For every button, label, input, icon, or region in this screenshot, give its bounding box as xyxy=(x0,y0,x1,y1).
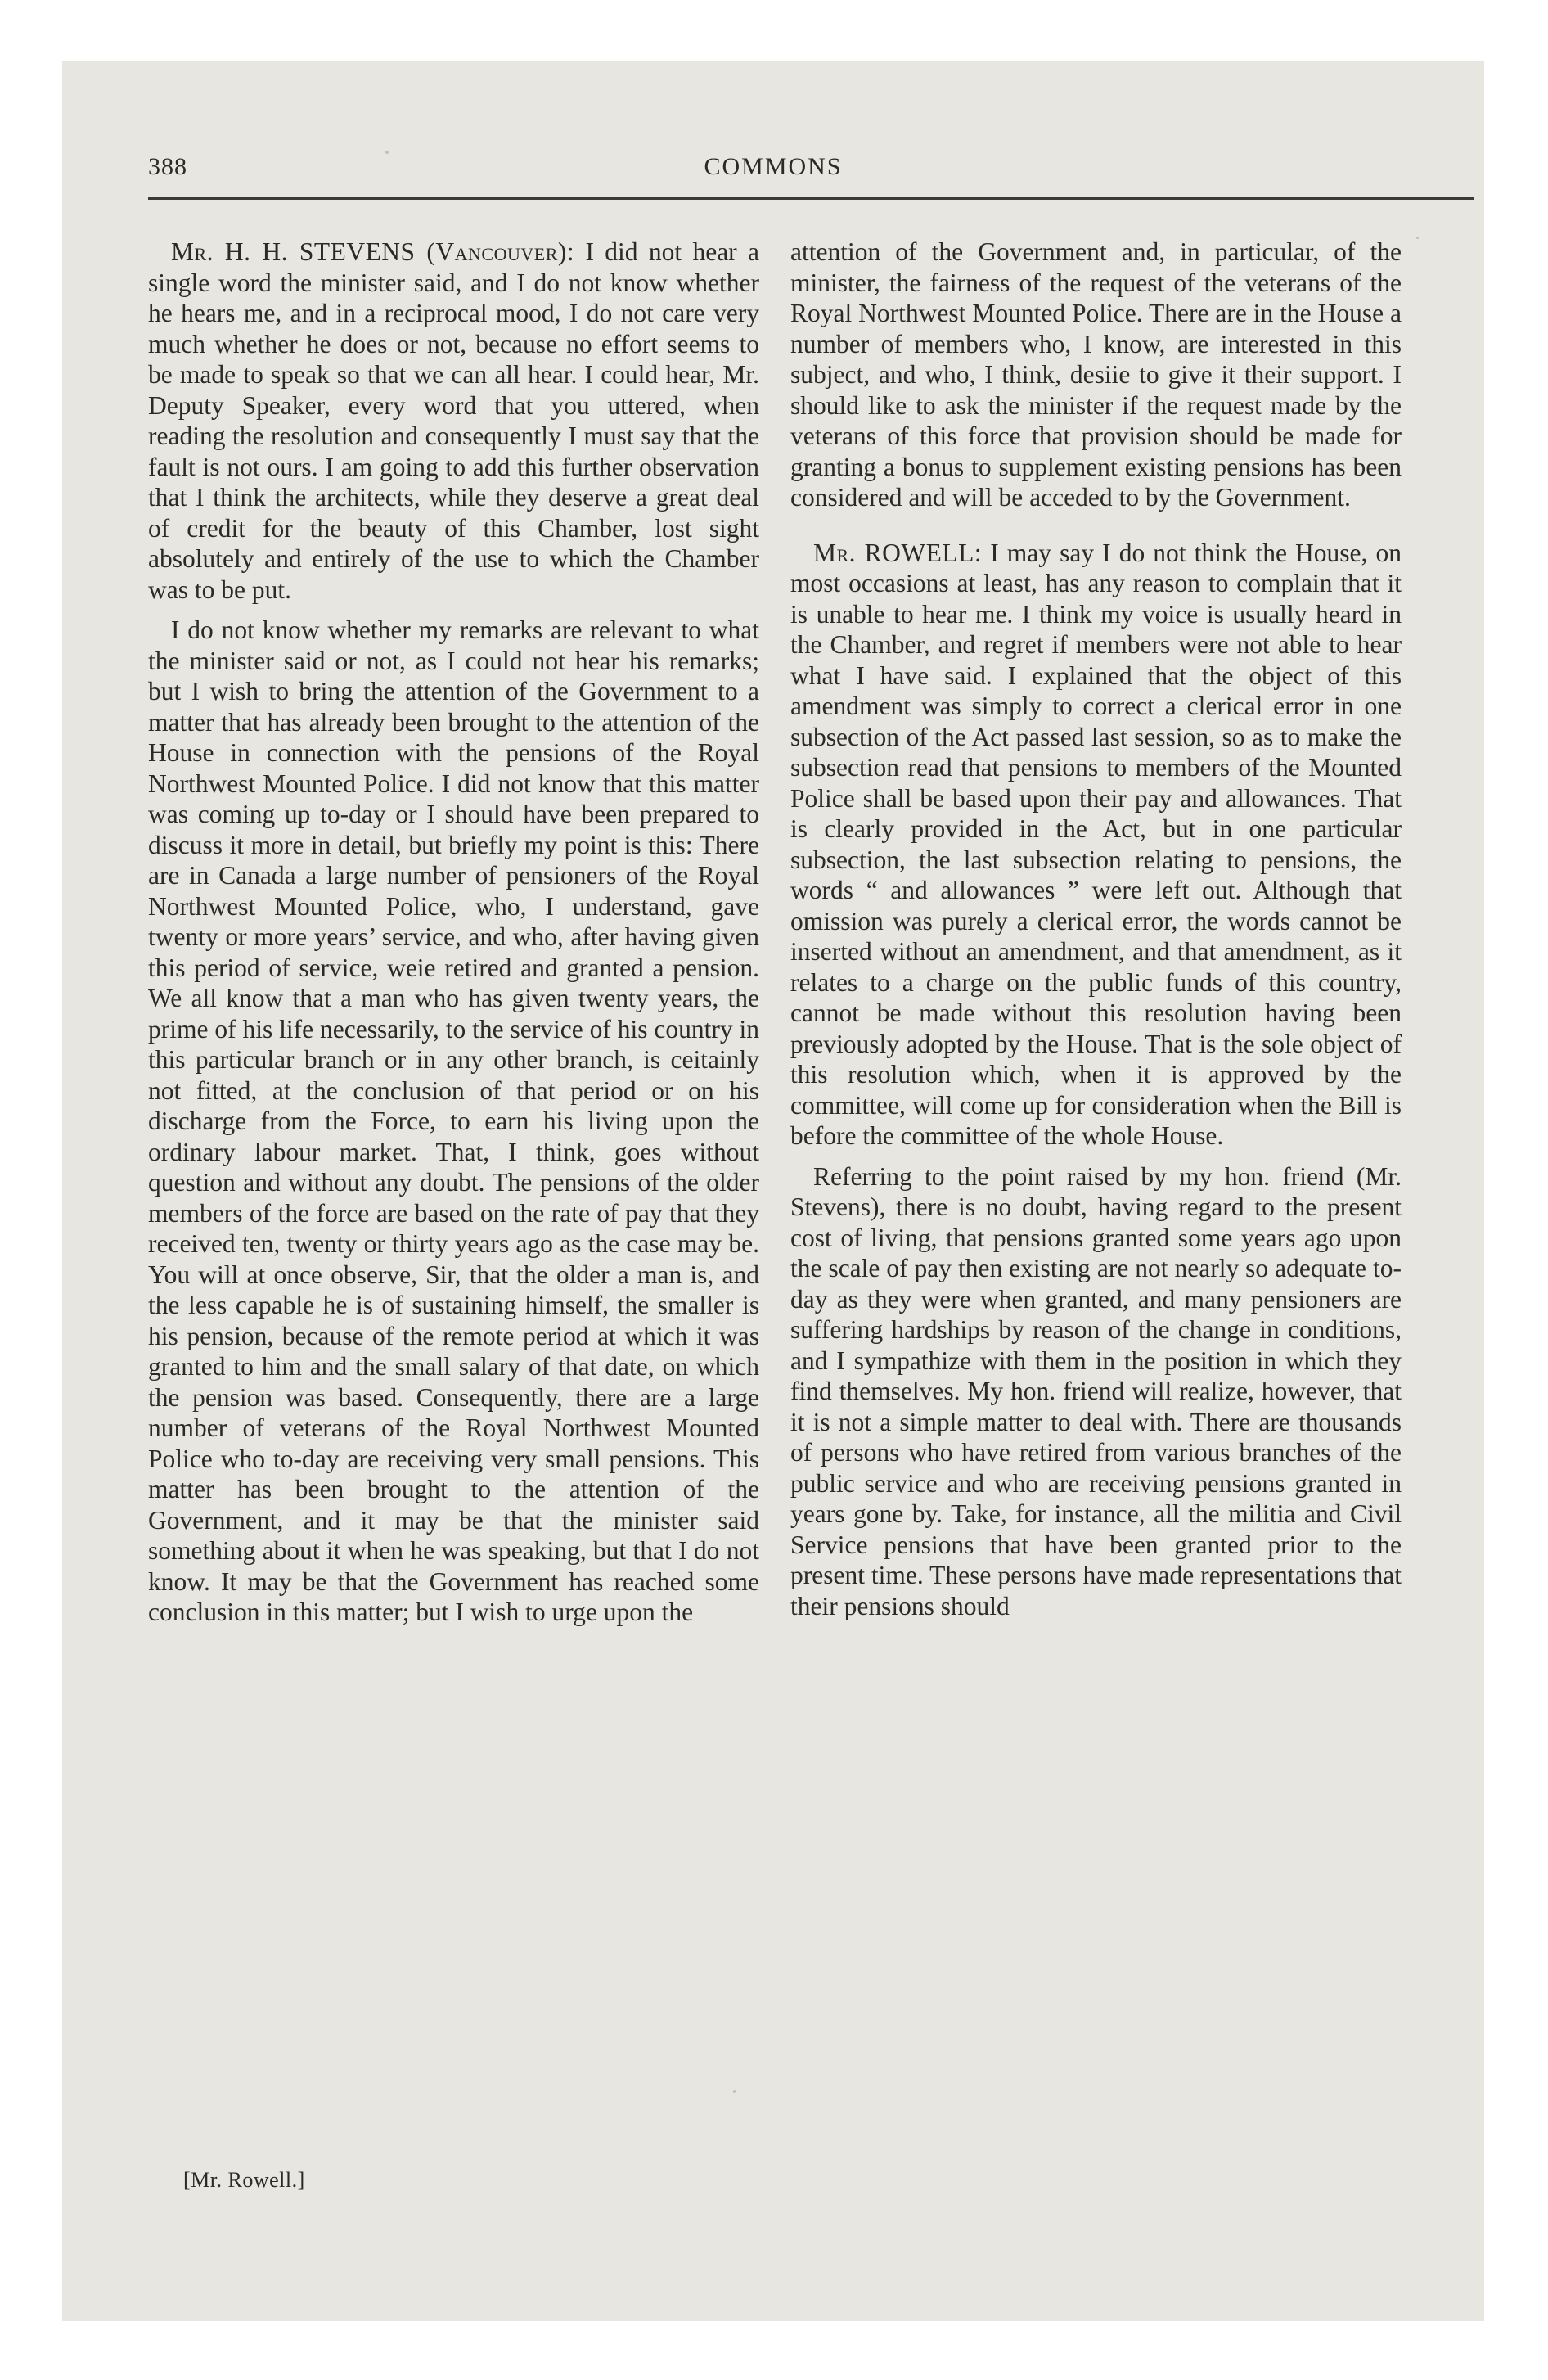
paper-speck xyxy=(1416,237,1419,239)
hansard-page xyxy=(62,61,1484,2321)
right-column xyxy=(790,237,1402,1631)
paper-speck xyxy=(385,151,389,154)
stevens-speech-paragraph xyxy=(148,237,759,605)
stevens-speech-paragraph-2: I do not know whether my remarks are relevant to what the minister said or not, as I could not hear his remarks; but I wish to bring the attention of the Government to a matter that has already been brought to the attention of the House in connection with the pensions of the Royal Northwest Mounted Police. I did not know that this matter was coming up to-day or I should have been prepared to discuss it more in detail, but briefly my point is this: There are in Canada a large number of pensioners of the Royal Northwest Mounted Police, who, I understand, gave twenty or more years’ service, and who, after having given this period of service, weie retired and granted a pension. We all know that a man who has given twenty years, the prime of his life necessarily, to the service of his country in this particular branch or in any other branch, is ceitainly not fitted, at the conclusion of that period or on his discharge from the Force, to earn his living upon the ordinary labour market. That, I think, goes without question and without any doubt. The pensions of the older members of the force are based on the rate of pay that they received ten, twenty or thirty years ago as the case may be. You will at once observe, Sir, that the older a man is, and the less capable he is of sustaining himself, the smaller is his pension, because of the remote period at which it was granted to him and the small salary of that date, on which the pension was based. Consequently, there are a large number of veterans of the Royal Northwest Mounted Police who to-day are receiving very small pensions. This matter has been brought to the attention of the Government, and it may be that the minister said something about it when he was speaking, but that I do not know. It may be that the Government has reached some conclusion in this matter; but I wish to urge upon the xyxy=(148,615,759,1626)
paper-speck xyxy=(733,2090,736,2093)
header-rule xyxy=(148,197,1474,200)
left-column xyxy=(148,237,759,1638)
running-head: COMMONS xyxy=(704,153,843,180)
page-number: 388 xyxy=(148,153,187,180)
stevens-speech-continuation: attention of the Government and, in particular, of the minister, the fairness of the request of the veterans of the Royal Northwest Mounted Police. There are in the House a number of members who, I know, are interested in this subject, and who, I think, desiie to give it their support. I should like to ask the minister if the request made by the veterans of this force that provision should be made for granting a bonus to supplement existing pensions has been considered and will be acceded to by the Government. xyxy=(790,237,1402,512)
rowell-speech-paragraph xyxy=(790,538,1402,1152)
speech-text: I may say I do not think the House, on most occasions at least, has any reason to complain that it is unable to hear me. I think my voice is usually heard in the Chamber, and regret if members were not able to hear what I have said. I explained that the object of this amendment was simply to correct a clerical error in one subsection of the Act passed last session, so as to make the subsection read that pensions to members of the Mounted Police shall be based upon their pay and allowances. That is clearly provided in the Act, but in one particular subsection, the last subsection relating to pensions, the words “ and allowances ” were left out. Although that omission was purely a clerical error, the words cannot be inserted without an amendment, and that amendment, as it relates to a charge on the public funds of this country, cannot be made without this resolution having been previously adopted by the House. That is the sole object of this resolution which, when it is approved by the committee, will come up for consideration when the Bill is before the committee of the whole House. xyxy=(790,538,1402,1150)
rowell-speech-paragraph-2: Referring to the point raised by my hon. friend (Mr. Stevens), there is no doubt, having regard to the present cost of living, that pensions granted some years ago upon the scale of pay then existing are not nearly so adequate to-day as they were when granted, and many pensioners are suffering hardships by reason of the change in conditions, and I sympathize with them in the position in which they find themselves. My hon. friend will realize, however, that it is not a simple matter to deal with. There are thousands of persons who have retired from various branches of the public service and who are receiving pensions granted in years gone by. Take, for instance, all the militia and Civil Service pensions that have been granted prior to the present time. These persons have made representations that their pensions should xyxy=(790,1161,1402,1620)
speech-text: I did not hear a single word the minister said, and I do not know whether he hears me, and in a reciprocal mood, I do not care very much whether he does or not, because no effort seems to be made to speak so that we can all hear. I could hear, Mr. Deputy Speaker, every word that you uttered, when reading the resolution and consequently I must say that the fault is not ours. I am going to add this further observation that I think the architects, while they deserve a great deal of credit for the beauty of this Chamber, lost sight absolutely and entirely of the use to which the Chamber was to be put. xyxy=(148,237,759,604)
footer-speaker-reference: [Mr. Rowell.] xyxy=(183,2168,305,2192)
speaker-name: Mr. ROWELL: xyxy=(813,538,983,567)
speaker-name: Mr. H. H. STEVENS (Vancouver): xyxy=(171,237,575,266)
